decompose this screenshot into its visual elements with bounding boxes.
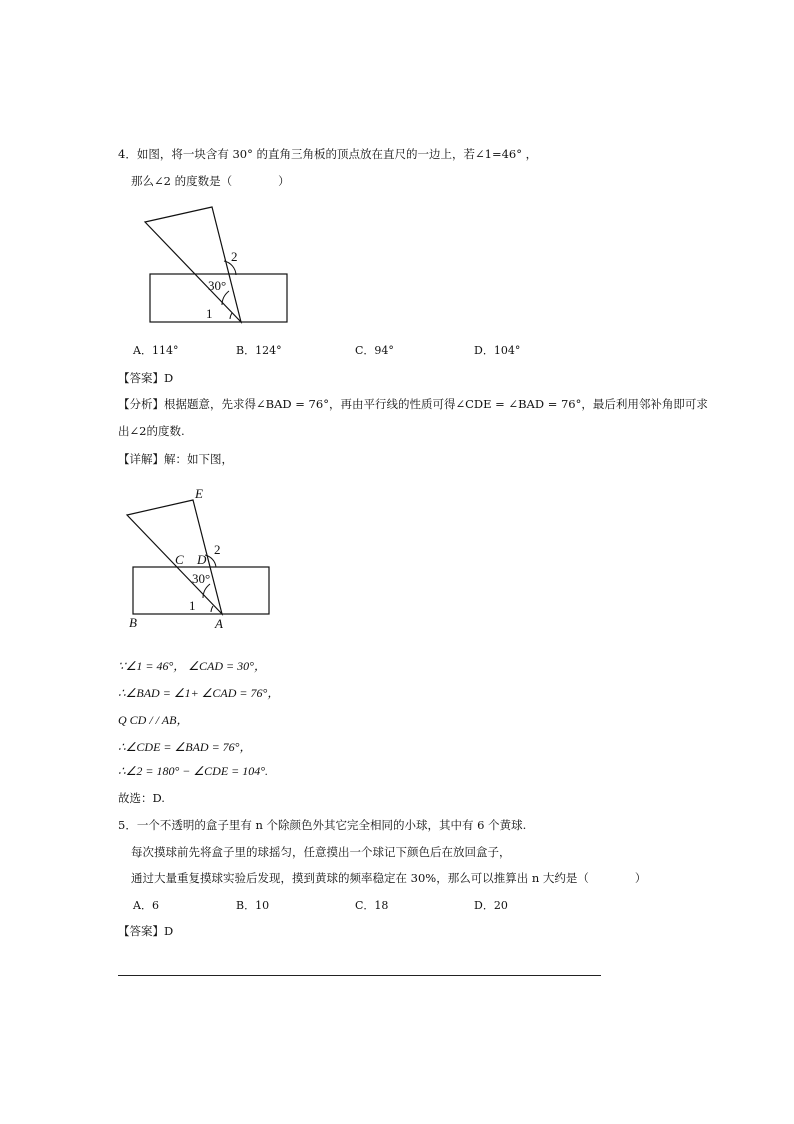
triangle <box>145 207 241 322</box>
fig2-label-1: 1 <box>189 598 196 613</box>
q4-choose: 故选：D. <box>118 791 165 805</box>
footer-rule <box>118 975 601 976</box>
fig2-label-a: A <box>215 616 223 630</box>
q5-stem-line2: 每次摸球前先将盒子里的球摇匀，任意摸出一个球记下颜色后在放回盒子， <box>131 845 511 859</box>
q4-analysis-line2: 出∠2的度数. <box>118 424 185 438</box>
q5-stem-line1: 5．一个不透明的盒子里有 n 个除颜色外其它完全相同的小球，其中有 6 个黄球. <box>118 818 527 832</box>
analysis-tag: 【分析】 <box>118 397 164 411</box>
step-1: ∵∠1 = 46°， ∠CAD = 30°， <box>118 659 266 673</box>
q4-option-b: B．124° <box>236 344 282 357</box>
q4-option-a: A．114° <box>133 344 179 357</box>
q4-option-c: C．94° <box>355 344 394 357</box>
angle1-arc-2 <box>211 606 213 612</box>
q4-answer: 【答案】D <box>118 371 174 385</box>
step-4: ∴∠CDE = ∠BAD = 76°， <box>118 740 252 754</box>
fig1-label-1: 1 <box>206 306 213 321</box>
analysis-text1: 根据题意，先求得∠BAD = 76°，再由平行线的性质可得∠CDE = ∠BAD = 76°，最后利用邻补角即可求 <box>164 397 708 411</box>
q5-option-a: A．6 <box>133 899 159 912</box>
fig2-label-30: 30° <box>192 571 211 586</box>
fig2-label-d: D <box>197 552 207 567</box>
angle1-arc <box>230 313 232 319</box>
q4-figure <box>140 200 300 330</box>
step-5: ∴∠2 = 180° − ∠CDE = 104°. <box>118 764 269 778</box>
q5-option-d: D．20 <box>474 899 508 912</box>
q4-analysis-line1 <box>118 396 708 412</box>
q4-stem-line1: 4．如图，将一块含有 30° 的直角三角板的顶点放在直尺的一边上，若∠1=46° ， <box>118 147 538 161</box>
q5-stem-line3: 通过大量重复摸球实验后发现，摸到黄球的频率稳定在 30%，那么可以推算出 n 大约是（ ） <box>131 871 647 885</box>
q4-stem-line2: 那么∠2 的度数是（ ） <box>131 174 290 188</box>
q4-detail-figure <box>120 482 280 630</box>
fig2-label-e: E <box>195 486 203 501</box>
fig1-label-30: 30° <box>208 278 227 293</box>
q4-detail-intro: 【详解】解：如下图， <box>118 452 233 466</box>
q4-option-d: D．104° <box>474 344 521 357</box>
q5-option-c: C．18 <box>355 899 389 912</box>
q5-answer: 【答案】D <box>118 924 174 938</box>
fig2-label-2: 2 <box>214 542 221 557</box>
q5-option-b: B．10 <box>236 899 270 912</box>
step-2: ∴∠BAD = ∠1+ ∠CAD = 76°， <box>118 686 280 700</box>
fig2-label-c: C <box>175 552 184 567</box>
fig1-label-2: 2 <box>231 249 238 264</box>
fig2-label-b: B <box>129 615 137 630</box>
step-3: Q CD / / AB， <box>118 713 189 727</box>
